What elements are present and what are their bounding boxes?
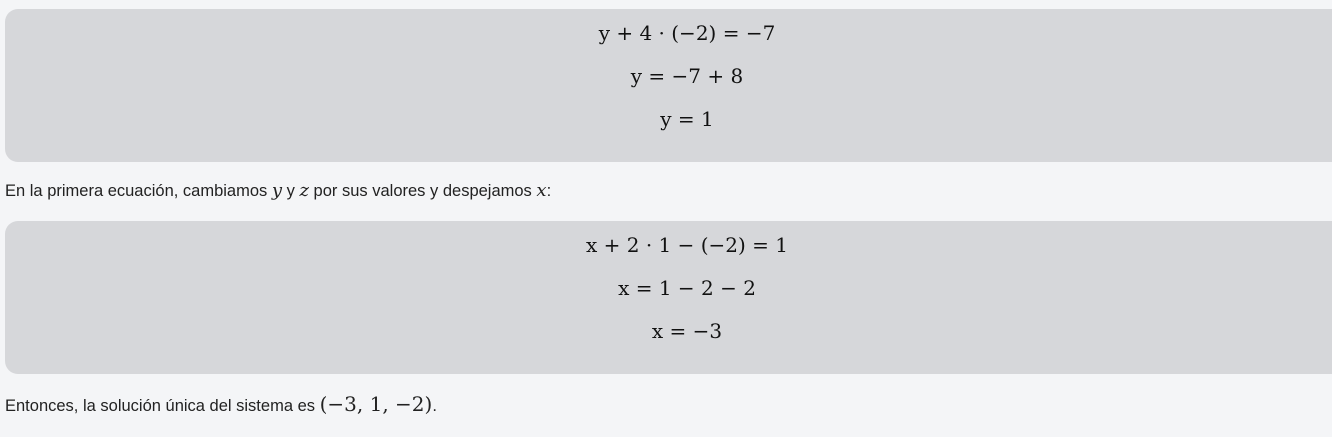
paragraph-text: Entonces, la solución única del sistema es (5, 397, 320, 415)
equation-line: y = 1 (660, 107, 714, 131)
paragraph-text: : (546, 182, 552, 200)
paragraph-text: En la primera ecuación, cambiamos (5, 182, 272, 200)
paragraph-text: y (282, 182, 300, 200)
equation-line: x = −3 (651, 319, 723, 343)
math-variable-y: y (271, 180, 283, 201)
equation-line: x = 1 − 2 − 2 (618, 276, 756, 300)
equation-block-x (5, 221, 1332, 374)
equation-block-y (5, 9, 1332, 162)
equation-line: x + 2 · 1 − (−2) = 1 (585, 233, 789, 257)
equation-line: y = −7 + 8 (630, 64, 744, 88)
paragraph-conclusion (5, 392, 437, 416)
solution-tuple: (−3, 1, −2) (319, 392, 433, 416)
math-variable-z: z (299, 180, 309, 201)
equation-line: y + 4 · (−2) = −7 (598, 21, 776, 45)
paragraph-text: por sus valores y despejamos (308, 182, 537, 200)
paragraph-text: . (432, 397, 437, 415)
paragraph-substitution (5, 180, 551, 201)
math-variable-x: x (536, 180, 547, 201)
